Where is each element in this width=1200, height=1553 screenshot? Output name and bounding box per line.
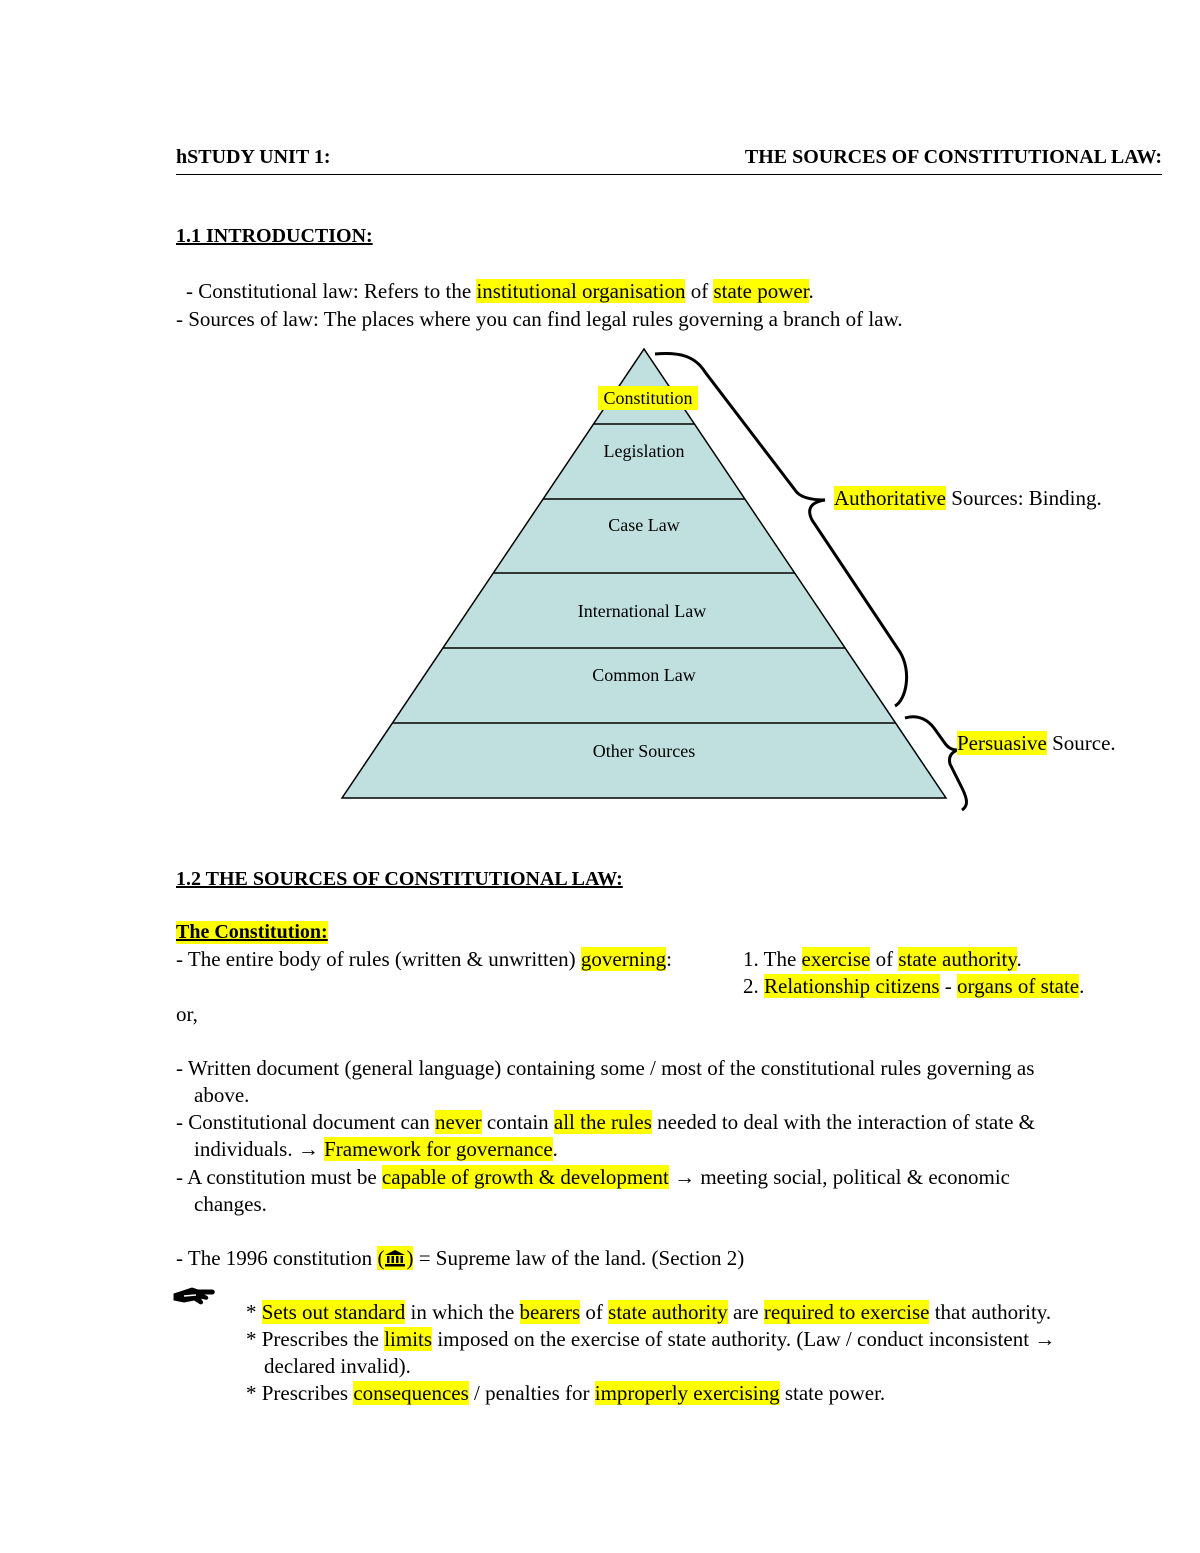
or-connector: or, (176, 1002, 198, 1026)
highlight-required-to-exercise: required to exercise (763, 1300, 930, 1324)
building-icon (384, 1249, 406, 1267)
authoritative-sources-label: Authoritative Sources: Binding. (834, 486, 1102, 510)
highlight-bearers: bearers (519, 1300, 581, 1324)
tier-label-legislation: Legislation (603, 441, 685, 461)
bullet-sets-out-standard: * Sets out standard in which the bearers of state authority are required to exercise that authority. (246, 1300, 1052, 1324)
highlight-limits: limits (384, 1327, 433, 1351)
highlight-state-authority: state authority (898, 947, 1017, 971)
pointing-hand-icon (172, 1284, 216, 1308)
introduction-heading: 1.1 INTRODUCTION: (176, 225, 373, 247)
framework-line: individuals. → Framework for governance. (194, 1137, 558, 1161)
icon-bracket-highlight: ( ) (377, 1246, 414, 1270)
bullet-prescribes-limits-cont: declared invalid). (264, 1354, 411, 1378)
constitutional-document-line: - Constitutional document can never contain all the rules needed to deal with the interaction of state & (176, 1110, 1035, 1134)
highlight-governing: governing (580, 947, 667, 971)
highlight-state-power: state power (713, 279, 809, 303)
constitution-definition: - The entire body of rules (written & unwritten) governing: (176, 947, 672, 971)
sources-of-law-definition: - Sources of law: The places where you can find legal rules governing a branch of law. (176, 307, 903, 331)
highlight-persuasive: Persuasive (957, 731, 1047, 755)
sources-section-heading: 1.2 THE SOURCES OF CONSTITUTIONAL LAW: (176, 868, 623, 890)
highlight-relationship-citizens: Relationship citizens (764, 974, 940, 998)
written-document-line-cont: above. (194, 1083, 250, 1107)
persuasive-source-label: Persuasive Source. (957, 731, 1116, 755)
highlight-consequences: consequences (353, 1381, 469, 1405)
tier-label-constitution: Constitution (603, 388, 693, 408)
study-unit-title: hSTUDY UNIT 1: (176, 146, 331, 168)
highlight-sets-out-standard: Sets out standard (261, 1300, 406, 1324)
highlight-never: never (434, 1110, 482, 1134)
highlight-institutional-organisation: institutional organisation (476, 279, 686, 303)
highlight-state-authority-2: state authority (608, 1300, 728, 1324)
highlight-all-the-rules: all the rules (553, 1110, 652, 1134)
the-constitution-subheading: The Constitution: (176, 921, 328, 943)
highlight-framework-for-governance: Framework for governance (324, 1137, 553, 1161)
governing-item-2: 2. Relationship citizens - organs of state. (743, 974, 1085, 998)
highlight-organs-of-state: organs of state (957, 974, 1080, 998)
constitutional-law-definition: - Constitutional law: Refers to the institutional organisation of state power. (186, 279, 814, 303)
written-document-line: - Written document (general language) containing some / most of the constitutional rules governing as (176, 1056, 1035, 1080)
tier-label-other-sources: Other Sources (592, 741, 696, 761)
bullet-prescribes-limits: * Prescribes the limits imposed on the exercise of state authority. (Law / conduct inconsistent → (246, 1327, 1056, 1351)
highlight-exercise: exercise (801, 947, 871, 971)
highlight-capable-of-growth: capable of growth & development (381, 1165, 669, 1189)
highlight-authoritative: Authoritative (834, 486, 946, 510)
governing-item-1: 1. The exercise of state authority. (743, 947, 1022, 971)
bullet-prescribes-consequences: * Prescribes consequences / penalties for improperly exercising state power. (246, 1381, 886, 1405)
growth-line-cont: changes. (194, 1192, 267, 1216)
tier-label-common-law: Common Law (592, 665, 696, 685)
constitution-1996-line: - The 1996 constitution ( ) = Supreme law of the land. (Section 2) (176, 1246, 745, 1270)
highlight-improperly-exercising: improperly exercising (594, 1381, 780, 1405)
sources-title: THE SOURCES OF CONSTITUTIONAL LAW: (744, 146, 1162, 168)
tier-label-international-law: International Law (577, 601, 707, 621)
growth-line: - A constitution must be capable of growth & development → meeting social, political & economic (176, 1165, 1010, 1189)
tier-label-case-law: Case Law (608, 515, 680, 535)
